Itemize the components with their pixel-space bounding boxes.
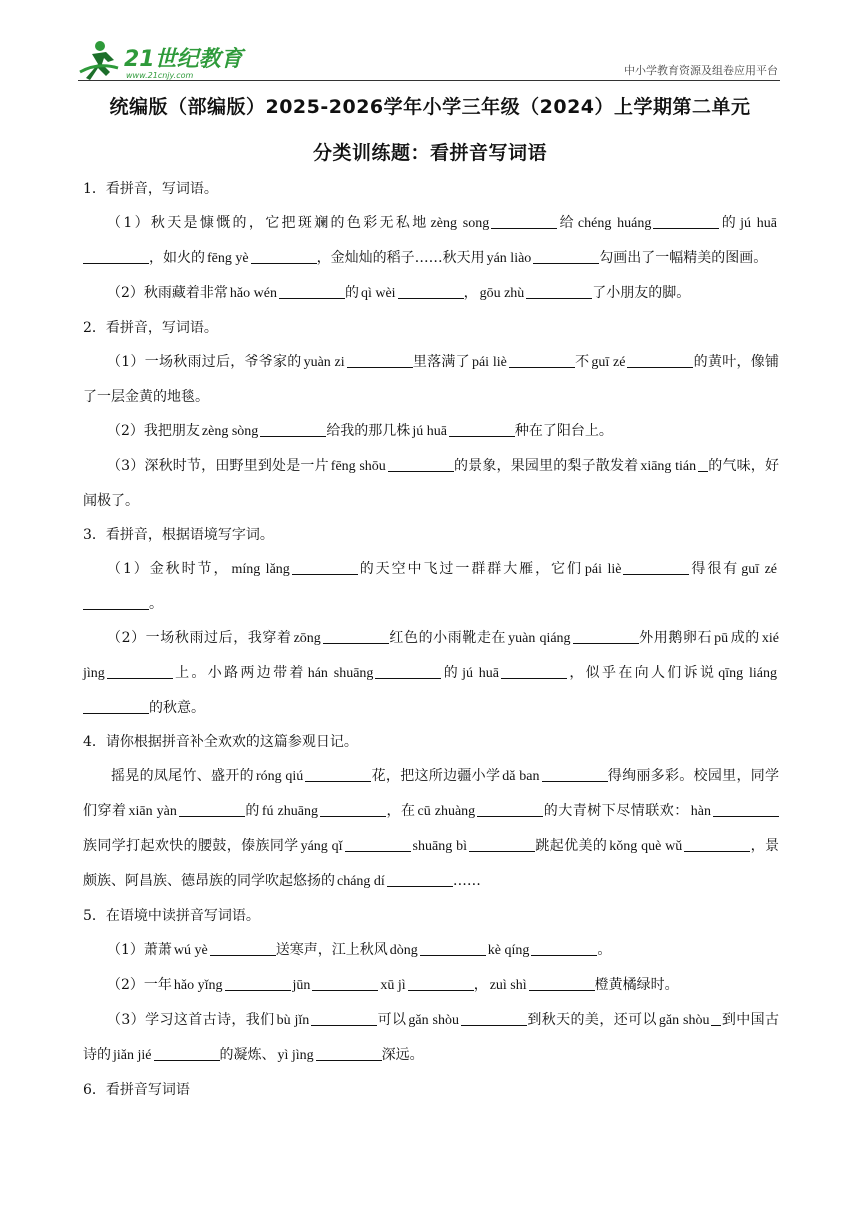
question-1-item-1: （1）秋天是慷慨的，它把斑斓的色彩无私地 zèng song 给 chéng huáng 的 jú huā，如火的 fēng yè ，金灿灿的稻子……秋天用 yán liào 勾画出了一幅精美的图画。 [83, 206, 779, 276]
question-2-item-3: （3）深秋时节，田野里到处是一片 fēng shōu 的景象，果园里的梨子散发着 xiāng tián 的气味，好闻极了。 [83, 458, 779, 509]
question-2-title: 2．看拼音，写词语。 [83, 320, 218, 336]
answer-blank[interactable] [469, 837, 535, 852]
question-3-title: 3．看拼音，根据语境写字词。 [83, 527, 274, 543]
21cnjy-logo [78, 38, 258, 82]
answer-blank[interactable] [533, 249, 599, 264]
answer-blank[interactable] [713, 802, 779, 817]
question-4-title: 4．请你根据拼音补全欢欢的这篇参观日记。 [83, 734, 358, 750]
answer-blank[interactable] [83, 249, 149, 264]
answer-blank[interactable] [279, 284, 345, 299]
answer-blank[interactable] [225, 976, 291, 991]
answer-blank[interactable] [711, 1011, 721, 1026]
question-5-item-1: （1）萧萧 wú yè 送寒声，江上秋风 dòng kè qíng 。 [107, 942, 612, 958]
answer-blank[interactable] [698, 457, 708, 472]
answer-blank[interactable] [398, 284, 464, 299]
svg-text:21世纪教育: 21世纪教育 [124, 47, 243, 72]
answer-blank[interactable] [83, 699, 149, 714]
answer-blank[interactable] [305, 767, 371, 782]
answer-blank[interactable] [375, 664, 441, 679]
question-2-item-1: （1）一场秋雨过后，爷爷家的 yuàn zi 里落满了 pái liè 不 guī zé 的黄叶，像铺了一层金黄的地毯。 [83, 354, 779, 405]
answer-blank[interactable] [623, 560, 689, 575]
answer-blank[interactable] [684, 837, 750, 852]
question-5-item-2: （2）一年 hǎo yǐng jūn xū jì ， zuì shì 橙黄橘绿时。 [107, 977, 679, 993]
answer-blank[interactable] [154, 1046, 220, 1061]
answer-blank[interactable] [531, 941, 597, 956]
answer-blank[interactable] [292, 560, 358, 575]
page-header [78, 38, 780, 82]
answer-blank[interactable] [449, 422, 515, 437]
answer-blank[interactable] [83, 595, 149, 610]
question-6-title: 6．看拼音写词语 [83, 1082, 190, 1098]
answer-blank[interactable] [251, 249, 317, 264]
answer-blank[interactable] [323, 629, 389, 644]
answer-blank[interactable] [312, 976, 378, 991]
question-list [83, 172, 779, 1107]
question-3-item-2: （2）一场秋雨过后，我穿着 zōng 红色的小雨靴走在 yuàn qiáng 外用鹅卵石 pū 成的 xié jìng 上。小路两边带着 hán shuāng 的 jú huā ，似乎在向人们诉说 qīng liáng的秋意。 [83, 630, 780, 716]
answer-blank[interactable] [316, 1046, 382, 1061]
answer-blank[interactable] [345, 837, 411, 852]
answer-blank[interactable] [509, 353, 575, 368]
question-1-item-2: （2）秋雨藏着非常 hǎo wén 的 qì wèi ， gōu zhù 了小朋友的脚。 [107, 285, 691, 301]
answer-blank[interactable] [573, 629, 639, 644]
header-divider [78, 80, 780, 81]
answer-blank[interactable] [501, 664, 567, 679]
question-4-diary: 摇晃的凤尾竹、盛开的 róng qiú 花，把这所边疆小学 dǎ ban 得绚丽多彩。校园里，同学们穿着 xiān yàn 的 fú zhuāng ，在 cū zhuàng 的大青树下尽情联欢： hàn族同学打起欢快的腰鼓，傣族同学 yáng qǐ shuāng bì 跳起优美的 kǒng què wǔ ，景颇族、阿昌族、德昂族的同学吹起悠扬的 cháng dí …… [83, 768, 780, 889]
answer-blank[interactable] [491, 214, 557, 229]
answer-blank[interactable] [388, 457, 454, 472]
platform-name: 中小学教育资源及组卷应用平台 [624, 64, 778, 77]
answer-blank[interactable] [627, 353, 693, 368]
question-2-item-2: （2）我把朋友 zèng sòng 给我的那几株 jú huā 种在了阳台上。 [107, 423, 613, 439]
answer-blank[interactable] [461, 1011, 527, 1026]
question-1-title: 1．看拼音，写词语。 [83, 181, 218, 197]
svg-text:www.21cnjy.com: www.21cnjy.com [126, 71, 194, 80]
answer-blank[interactable] [529, 976, 595, 991]
answer-blank[interactable] [179, 802, 245, 817]
answer-blank[interactable] [320, 802, 386, 817]
answer-blank[interactable] [542, 767, 608, 782]
answer-blank[interactable] [526, 284, 592, 299]
answer-blank[interactable] [210, 941, 276, 956]
answer-blank[interactable] [408, 976, 474, 991]
answer-blank[interactable] [347, 353, 413, 368]
answer-blank[interactable] [387, 872, 453, 887]
question-5-title: 5．在语境中读拼音写词语。 [83, 908, 260, 924]
question-3-item-1: （1）金秋时节， míng lǎng 的天空中飞过一群群大雁，它们 pái liè 得很有 guī zé。 [83, 552, 779, 621]
answer-blank[interactable] [477, 802, 543, 817]
doc-title-line2: 分类训练题：看拼音写词语 [312, 142, 547, 164]
question-5-item-3: （3）学习这首古诗，我们 bù jǐn 可以 gǎn shòu 到秋天的美，还可以 gǎn shòu 到中国古诗的 jiǎn jié 的凝炼、 yì jìng 深远。 [83, 1012, 780, 1063]
answer-blank[interactable] [420, 941, 486, 956]
answer-blank[interactable] [653, 214, 719, 229]
answer-blank[interactable] [311, 1011, 377, 1026]
answer-blank[interactable] [107, 664, 173, 679]
doc-title-line1: 统编版（部编版）2025-2026学年小学三年级（2024）上学期第二单元 [109, 96, 751, 118]
answer-blank[interactable] [260, 422, 326, 437]
